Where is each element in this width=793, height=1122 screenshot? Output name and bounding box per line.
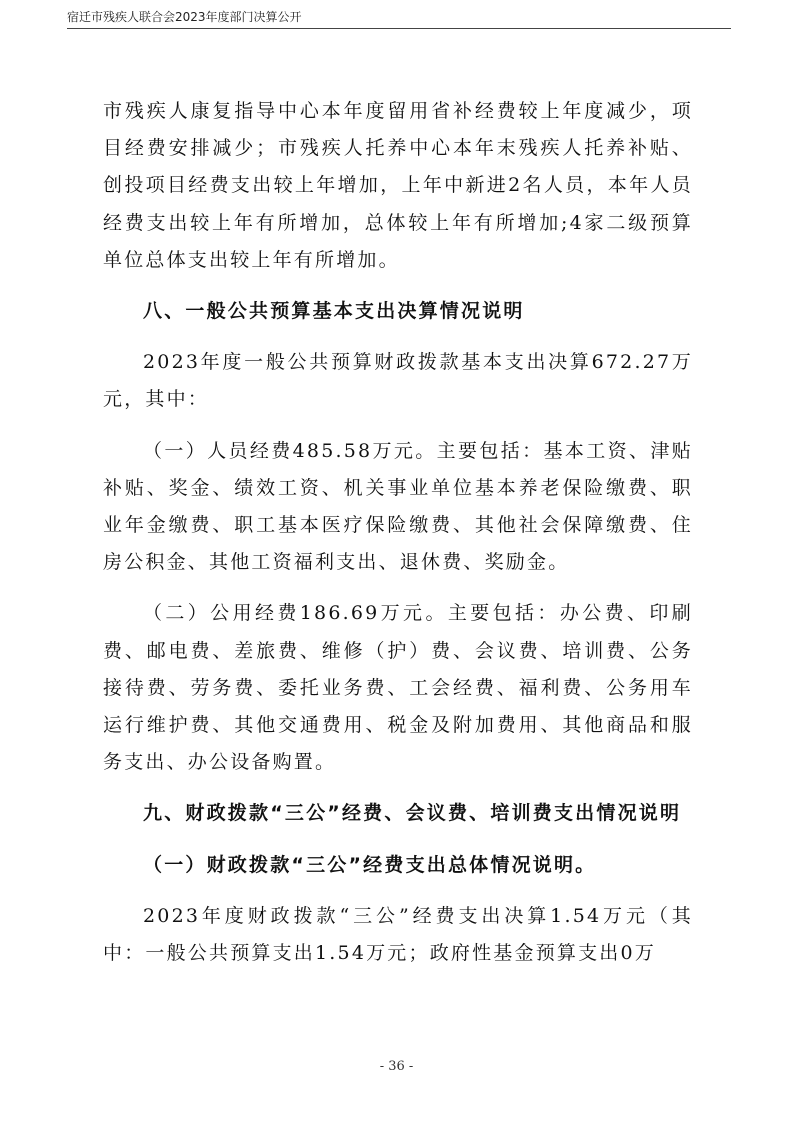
page-number: - 36 - <box>379 1059 414 1074</box>
document-body <box>103 93 693 972</box>
body-paragraph: 市残疾人康复指导中心本年度留用省补经费较上年度减少，项目经费安排减少；市残疾人托养中心本年末残疾人托养补贴、创投项目经费支出较上年增加，上年中新进2名人员，本年人员经费支出较上年有所增加，总体较上年有所增加;4家二级预算单位总体支出较上年有所增加。 <box>103 100 693 271</box>
body-paragraph: 2023年度一般公共预算财政拨款基本支出决算672.27万元，其中： <box>103 351 693 411</box>
section-heading-9: 九、财政拨款“三公”经费、会议费、培训费支出情况说明 <box>143 802 682 825</box>
body-paragraph: （一）人员经费485.58万元。主要包括：基本工资、津贴补贴、奖金、绩效工资、机关事业单位基本养老保险缴费、职业年金缴费、职工基本医疗保险缴费、其他社会保障缴费、住房公积金、其他工资福利支出、退休费、奖励金。 <box>103 439 693 574</box>
header-divider <box>67 28 731 29</box>
body-paragraph: 2023年度财政拨款“三公”经费支出决算1.54万元（其中：一般公共预算支出1.54万元；政府性基金预算支出0万 <box>103 904 693 965</box>
document-header: 宿迁市残疾人联合会2023年度部门决算公开 <box>67 10 302 24</box>
subsection-heading: （一）财政拨款“三公”经费支出总体情况说明。 <box>143 853 597 876</box>
body-paragraph: （二）公用经费186.69万元。主要包括：办公费、印刷费、邮电费、差旅费、维修（护）费、会议费、培训费、公务接待费、劳务费、委托业务费、工会经费、福利费、公务用车运行维护费、其他交通费用、税金及附加费用、其他商品和服务支出、办公设备购置。 <box>103 602 693 774</box>
section-heading-8: 八、一般公共预算基本支出决算情况说明 <box>143 300 525 323</box>
